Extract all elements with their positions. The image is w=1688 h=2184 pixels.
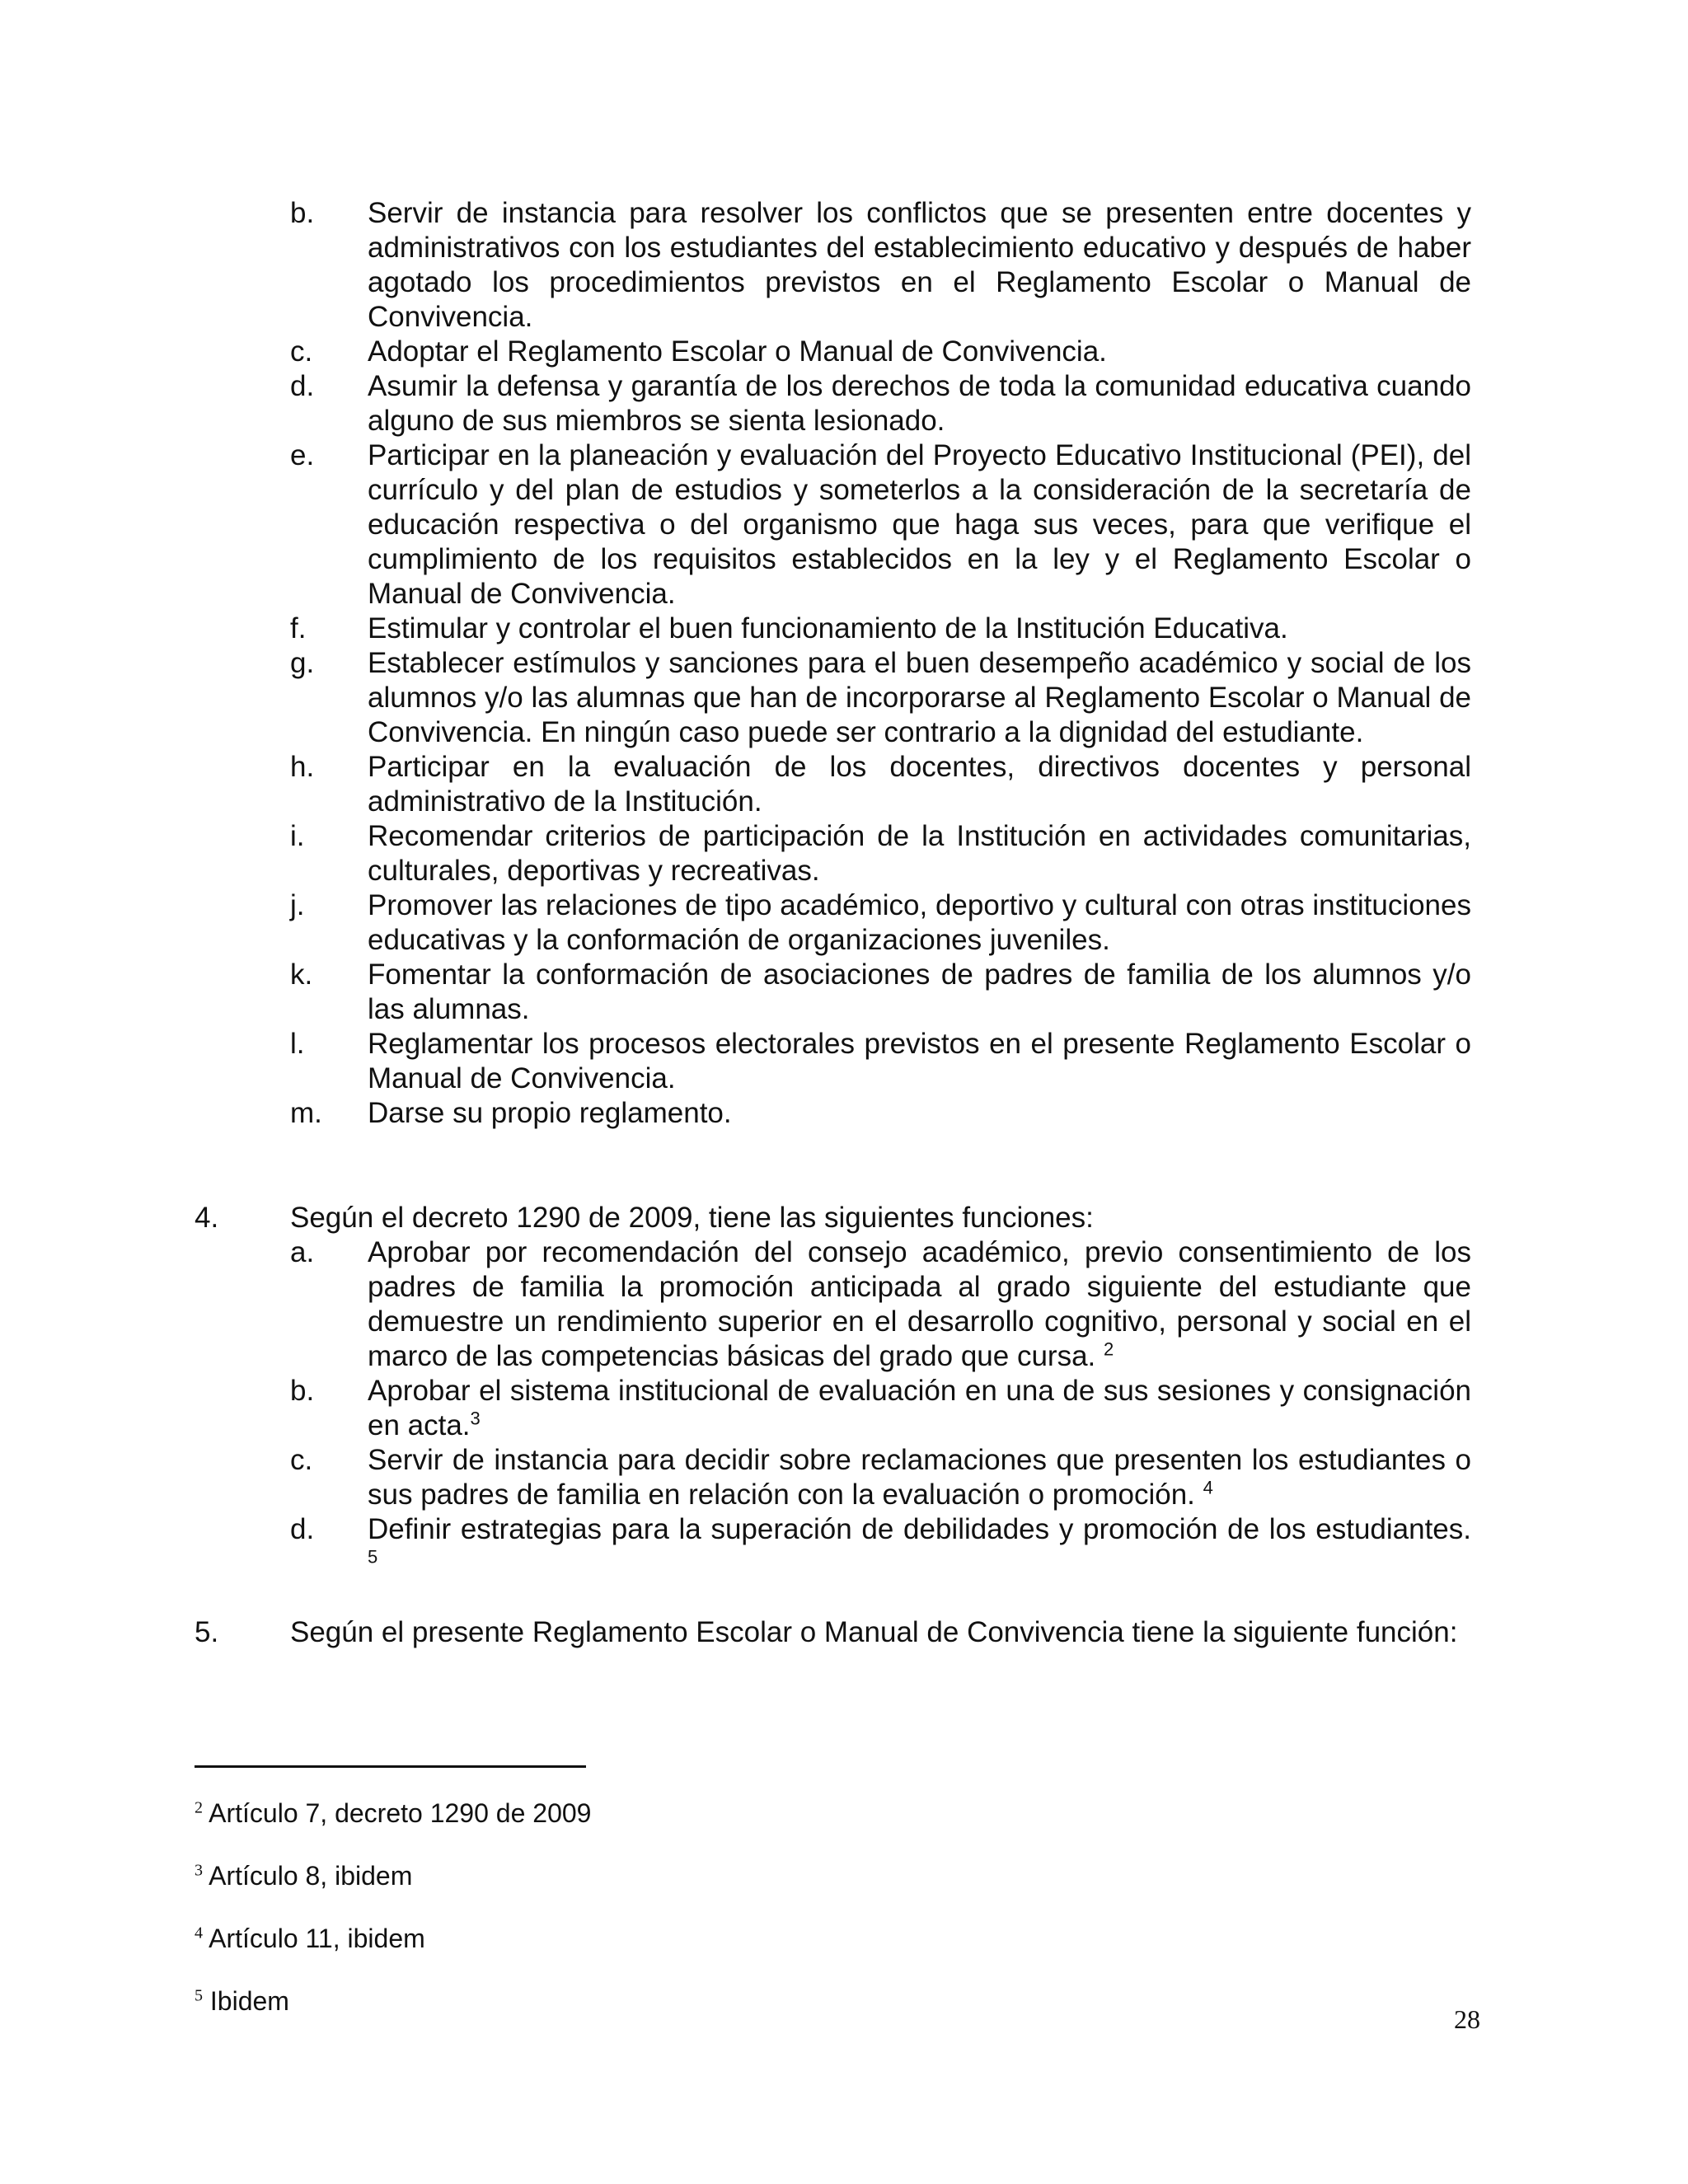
functions-list-section-3 [290, 196, 1471, 1131]
footnote-3 [195, 1860, 412, 1891]
footnote-number: 2 [195, 1798, 203, 1817]
list-item-text: Asumir la defensa y garantía de los derechos de toda la comunidad educativa cuando alguno de sus miembros se sienta lesionado. [368, 370, 1471, 437]
footnote-text: Artículo 11, ibidem [203, 1924, 425, 1953]
list-item-text: Definir estrategias para la superación de debilidades y promoción de los estudiantes. $^5$ [368, 1513, 1471, 1568]
list-item [290, 1512, 1471, 1582]
list-marker: d. [290, 1513, 315, 1545]
list-marker: k. [290, 958, 313, 991]
footnote-2 [195, 1797, 591, 1829]
list-item [290, 335, 1471, 369]
list-item-text: Estimular y controlar el buen funcionamiento de la Institución Educativa. [368, 612, 1288, 644]
list-marker: b. [290, 1375, 315, 1407]
list-marker: i. [290, 820, 305, 852]
list-item-text: Participar en la planeación y evaluación del Proyecto Educativo Institucional (PEI), del currículo y del plan de estudios y someterlos a la consideración de la secretaría de educación respectiva o del organismo que haga sus veces, para que verifique el cumplimiento de los requisitos establecidos en la ley y el Reglamento Escolar o Manual de Convivencia. [368, 439, 1471, 610]
list-item [290, 1027, 1471, 1096]
list-item [290, 646, 1471, 750]
footnote-number: 5 [195, 1986, 203, 2005]
list-item [290, 1096, 1471, 1131]
list-item-text: Establecer estímulos y sanciones para el buen desempeño académico y social de los alumnos y/o las alumnas que han de incorporarse al Reglamento Escolar o Manual de Convivencia. En ningún caso puede ser contrario a la dignidad del estudiante. [368, 647, 1471, 748]
section-4-heading [195, 1201, 1471, 1235]
list-marker: f. [290, 612, 307, 644]
list-item-text: Participar en la evaluación de los docentes, directivos docentes y personal administrativo de la Institución. [368, 751, 1471, 818]
list-item [290, 369, 1471, 438]
list-item-text: Aprobar el sistema institucional de evaluación en una de sus sesiones y consignación en acta.$^3$ [368, 1375, 1471, 1441]
footnote-number: 3 [195, 1861, 203, 1880]
list-item-text: Reglamentar los procesos electorales previstos en el presente Reglamento Escolar o Manual de Convivencia. [368, 1028, 1471, 1094]
section-4-text: Según el decreto 1290 de 2009, tiene las siguientes funciones: [290, 1202, 1094, 1234]
footnote-ref[interactable]: 5 [368, 1546, 378, 1568]
footnote-separator [195, 1765, 586, 1768]
footnote-4 [195, 1923, 425, 1954]
list-item [290, 819, 1471, 888]
list-item-text: Fomentar la conformación de asociaciones de padres de familia de los alumnos y/o las alumnas. [368, 958, 1471, 1025]
list-item [290, 1374, 1471, 1443]
footnote-5 [195, 1985, 289, 2017]
list-item [290, 958, 1471, 1027]
section-marker: 5. [195, 1616, 219, 1648]
footnote-number: 4 [195, 1924, 203, 1943]
footnote-text: Ibidem [203, 1986, 289, 2016]
list-item [290, 1443, 1471, 1512]
list-item-text: Darse su propio reglamento. [368, 1097, 732, 1129]
list-marker: l. [290, 1028, 305, 1060]
list-item [290, 196, 1471, 335]
list-item-text: Promover las relaciones de tipo académico, deportivo y cultural con otras instituciones educativas y la conformación de organizaciones juveniles. [368, 889, 1471, 956]
section-marker: 4. [195, 1202, 219, 1234]
list-marker: c. [290, 335, 313, 368]
list-item-text: Servir de instancia para decidir sobre reclamaciones que presenten los estudiantes o sus padres de familia en relación con la evaluación o promoción. $^4$ [368, 1444, 1471, 1511]
list-item [290, 888, 1471, 958]
list-item-text: Aprobar por recomendación del consejo académico, previo consentimiento de los padres de familia la promoción anticipada al grado siguiente del estudiante que demuestre un rendimiento superior en el desarrollo cognitivo, personal y social en el marco de las competencias básicas del grado que cursa. $^2$ [368, 1236, 1471, 1372]
list-item [290, 750, 1471, 819]
footnote-ref[interactable]: 2 [1103, 1338, 1114, 1360]
page-number: 28 [1454, 2004, 1480, 2034]
list-item [290, 438, 1471, 612]
list-marker: a. [290, 1236, 315, 1268]
section-5-text: Según el presente Reglamento Escolar o Manual de Convivencia tiene la siguiente función: [290, 1616, 1458, 1648]
list-item-text: Servir de instancia para resolver los conflictos que se presenten entre docentes y administrativos con los estudiantes del establecimiento educativo y después de haber agotado los procedimientos previstos en el Reglamento Escolar o Manual de Convivencia. [368, 197, 1471, 333]
list-marker: c. [290, 1444, 313, 1476]
footnote-ref[interactable]: 3 [470, 1408, 481, 1429]
list-marker: b. [290, 197, 315, 229]
list-item [290, 612, 1471, 646]
list-marker: e. [290, 439, 315, 471]
section-5-paragraph [195, 1615, 1471, 1650]
list-item-text: Adoptar el Reglamento Escolar o Manual de Convivencia. [368, 335, 1107, 368]
footnote-text: Artículo 8, ibidem [203, 1861, 413, 1891]
list-marker: d. [290, 370, 315, 402]
list-marker: g. [290, 647, 315, 679]
list-item [290, 1235, 1471, 1374]
footnote-text: Artículo 7, decreto 1290 de 2009 [203, 1798, 592, 1828]
list-marker: h. [290, 751, 315, 783]
footnote-ref[interactable]: 4 [1203, 1477, 1213, 1498]
list-marker: m. [290, 1097, 322, 1129]
functions-list-section-4 [290, 1235, 1471, 1582]
list-marker: j. [290, 889, 305, 921]
list-item-text: Recomendar criterios de participación de la Institución en actividades comunitarias, culturales, deportivas y recreativas. [368, 820, 1471, 887]
